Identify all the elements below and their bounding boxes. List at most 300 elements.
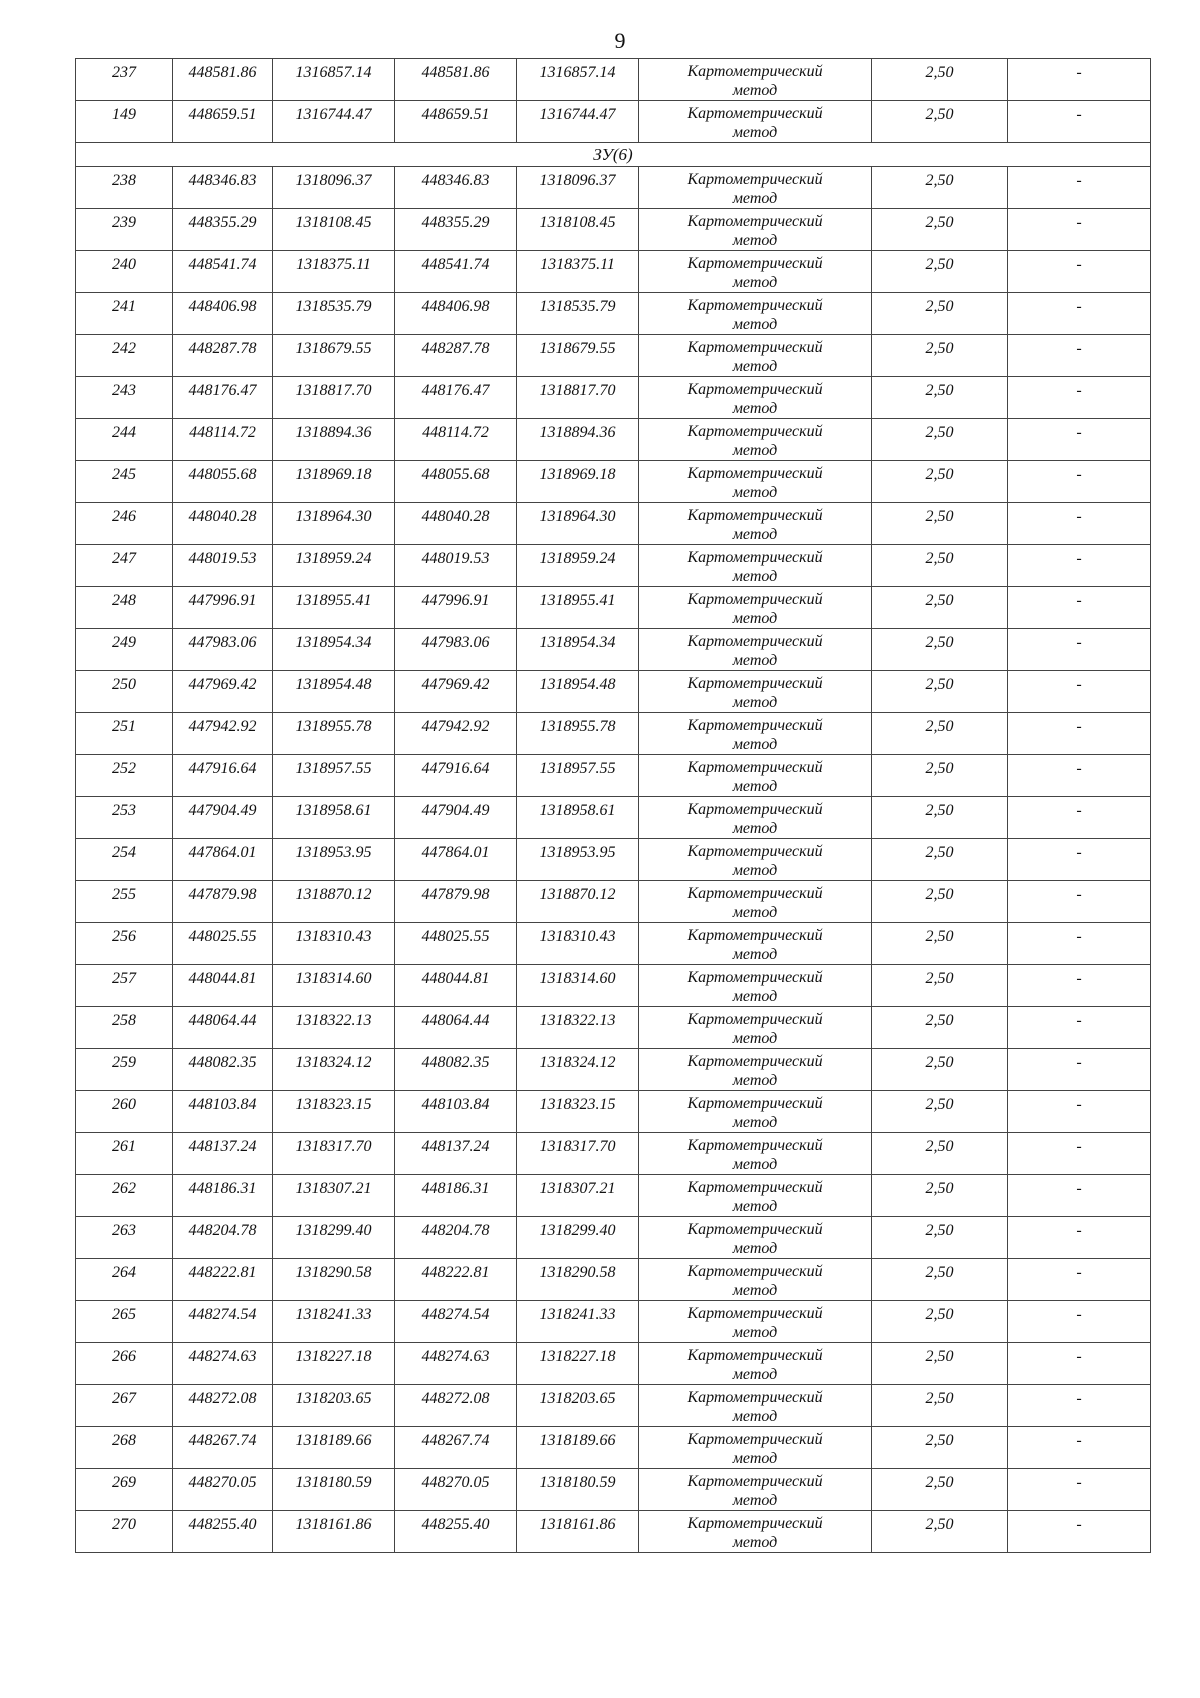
description-cell: - — [1008, 545, 1151, 587]
y-new-cell: 1318161.86 — [517, 1511, 639, 1553]
table-row — [76, 1427, 1151, 1469]
table-row — [76, 881, 1151, 923]
point-number-cell: 242 — [76, 335, 173, 377]
method-cell: Картометрический метод — [639, 1301, 872, 1343]
description-cell: - — [1008, 923, 1151, 965]
x-new-cell: 448064.44 — [395, 1007, 517, 1049]
x-existing-cell: 448222.81 — [173, 1259, 273, 1301]
accuracy-cell: 2,50 — [872, 1427, 1008, 1469]
x-existing-cell: 448272.08 — [173, 1385, 273, 1427]
x-new-cell: 448055.68 — [395, 461, 517, 503]
y-new-cell: 1318954.48 — [517, 671, 639, 713]
accuracy-cell: 2,50 — [872, 923, 1008, 965]
x-existing-cell: 448082.35 — [173, 1049, 273, 1091]
coordinates-table — [75, 58, 1151, 1553]
y-new-cell: 1318954.34 — [517, 629, 639, 671]
x-new-cell: 448103.84 — [395, 1091, 517, 1133]
description-cell: - — [1008, 1175, 1151, 1217]
table-row — [76, 1217, 1151, 1259]
accuracy-cell: 2,50 — [872, 293, 1008, 335]
method-cell: Картометрический метод — [639, 797, 872, 839]
x-new-cell: 448222.81 — [395, 1259, 517, 1301]
y-new-cell: 1318958.61 — [517, 797, 639, 839]
x-existing-cell: 447942.92 — [173, 713, 273, 755]
point-number-cell: 262 — [76, 1175, 173, 1217]
y-existing-cell: 1318959.24 — [273, 545, 395, 587]
point-number-cell: 258 — [76, 1007, 173, 1049]
method-cell: Картометрический метод — [639, 377, 872, 419]
method-cell: Картометрический метод — [639, 293, 872, 335]
y-new-cell: 1318953.95 — [517, 839, 639, 881]
accuracy-cell: 2,50 — [872, 629, 1008, 671]
method-cell: Картометрический метод — [639, 629, 872, 671]
point-number-cell: 266 — [76, 1343, 173, 1385]
y-new-cell: 1318314.60 — [517, 965, 639, 1007]
point-number-cell: 244 — [76, 419, 173, 461]
method-cell: Картометрический метод — [639, 545, 872, 587]
x-new-cell: 448186.31 — [395, 1175, 517, 1217]
y-existing-cell: 1318955.78 — [273, 713, 395, 755]
x-existing-cell: 448287.78 — [173, 335, 273, 377]
description-cell: - — [1008, 1007, 1151, 1049]
y-existing-cell: 1318314.60 — [273, 965, 395, 1007]
y-new-cell: 1318955.41 — [517, 587, 639, 629]
accuracy-cell: 2,50 — [872, 1133, 1008, 1175]
point-number-cell: 270 — [76, 1511, 173, 1553]
accuracy-cell: 2,50 — [872, 1511, 1008, 1553]
description-cell: - — [1008, 377, 1151, 419]
coordinates-table-body — [76, 59, 1151, 1553]
point-number-cell: 238 — [76, 167, 173, 209]
x-existing-cell: 448581.86 — [173, 59, 273, 101]
y-existing-cell: 1318189.66 — [273, 1427, 395, 1469]
accuracy-cell: 2,50 — [872, 1091, 1008, 1133]
x-new-cell: 448287.78 — [395, 335, 517, 377]
accuracy-cell: 2,50 — [872, 839, 1008, 881]
method-cell: Картометрический метод — [639, 1133, 872, 1175]
table-row — [76, 671, 1151, 713]
accuracy-cell: 2,50 — [872, 545, 1008, 587]
description-cell: - — [1008, 335, 1151, 377]
method-cell: Картометрический метод — [639, 59, 872, 101]
method-cell: Картометрический метод — [639, 1259, 872, 1301]
table-row — [76, 167, 1151, 209]
method-cell: Картометрический метод — [639, 1385, 872, 1427]
method-cell: Картометрический метод — [639, 101, 872, 143]
description-cell: - — [1008, 839, 1151, 881]
description-cell: - — [1008, 1427, 1151, 1469]
point-number-cell: 260 — [76, 1091, 173, 1133]
x-new-cell: 448176.47 — [395, 377, 517, 419]
table-row — [76, 1511, 1151, 1553]
y-existing-cell: 1318324.12 — [273, 1049, 395, 1091]
method-cell: Картометрический метод — [639, 335, 872, 377]
x-existing-cell: 448055.68 — [173, 461, 273, 503]
x-existing-cell: 448064.44 — [173, 1007, 273, 1049]
x-existing-cell: 448355.29 — [173, 209, 273, 251]
y-new-cell: 1318323.15 — [517, 1091, 639, 1133]
x-new-cell: 448274.63 — [395, 1343, 517, 1385]
x-new-cell: 447916.64 — [395, 755, 517, 797]
x-existing-cell: 448019.53 — [173, 545, 273, 587]
accuracy-cell: 2,50 — [872, 587, 1008, 629]
point-number-cell: 268 — [76, 1427, 173, 1469]
description-cell: - — [1008, 587, 1151, 629]
y-existing-cell: 1318241.33 — [273, 1301, 395, 1343]
point-number-cell: 255 — [76, 881, 173, 923]
y-new-cell: 1316857.14 — [517, 59, 639, 101]
accuracy-cell: 2,50 — [872, 1175, 1008, 1217]
x-new-cell: 447983.06 — [395, 629, 517, 671]
table-row — [76, 335, 1151, 377]
y-new-cell: 1318241.33 — [517, 1301, 639, 1343]
y-new-cell: 1318964.30 — [517, 503, 639, 545]
description-cell: - — [1008, 965, 1151, 1007]
x-existing-cell: 447916.64 — [173, 755, 273, 797]
point-number-cell: 251 — [76, 713, 173, 755]
y-existing-cell: 1318817.70 — [273, 377, 395, 419]
y-new-cell: 1318310.43 — [517, 923, 639, 965]
description-cell: - — [1008, 1511, 1151, 1553]
x-existing-cell: 448267.74 — [173, 1427, 273, 1469]
x-new-cell: 448346.83 — [395, 167, 517, 209]
y-existing-cell: 1318307.21 — [273, 1175, 395, 1217]
accuracy-cell: 2,50 — [872, 101, 1008, 143]
point-number-cell: 237 — [76, 59, 173, 101]
method-cell: Картометрический метод — [639, 1469, 872, 1511]
point-number-cell: 241 — [76, 293, 173, 335]
y-existing-cell: 1318894.36 — [273, 419, 395, 461]
x-new-cell: 448255.40 — [395, 1511, 517, 1553]
accuracy-cell: 2,50 — [872, 881, 1008, 923]
x-new-cell: 447996.91 — [395, 587, 517, 629]
section-heading: ЗУ(6) — [76, 143, 1151, 167]
x-new-cell: 447879.98 — [395, 881, 517, 923]
x-existing-cell: 448274.63 — [173, 1343, 273, 1385]
y-existing-cell: 1318955.41 — [273, 587, 395, 629]
x-new-cell: 448082.35 — [395, 1049, 517, 1091]
y-new-cell: 1318322.13 — [517, 1007, 639, 1049]
y-existing-cell: 1316744.47 — [273, 101, 395, 143]
accuracy-cell: 2,50 — [872, 671, 1008, 713]
description-cell: - — [1008, 1049, 1151, 1091]
accuracy-cell: 2,50 — [872, 59, 1008, 101]
y-new-cell: 1318324.12 — [517, 1049, 639, 1091]
y-existing-cell: 1318322.13 — [273, 1007, 395, 1049]
accuracy-cell: 2,50 — [872, 1049, 1008, 1091]
y-new-cell: 1318096.37 — [517, 167, 639, 209]
accuracy-cell: 2,50 — [872, 1385, 1008, 1427]
table-row — [76, 59, 1151, 101]
accuracy-cell: 2,50 — [872, 755, 1008, 797]
table-row — [76, 629, 1151, 671]
table-row — [76, 1259, 1151, 1301]
section-heading-row — [76, 143, 1151, 167]
method-cell: Картометрический метод — [639, 167, 872, 209]
y-existing-cell: 1318310.43 — [273, 923, 395, 965]
method-cell: Картометрический метод — [639, 1217, 872, 1259]
accuracy-cell: 2,50 — [872, 335, 1008, 377]
table-row — [76, 377, 1151, 419]
y-new-cell: 1318227.18 — [517, 1343, 639, 1385]
x-existing-cell: 448659.51 — [173, 101, 273, 143]
table-row — [76, 755, 1151, 797]
method-cell: Картометрический метод — [639, 503, 872, 545]
x-existing-cell: 448103.84 — [173, 1091, 273, 1133]
y-existing-cell: 1318323.15 — [273, 1091, 395, 1133]
table-row — [76, 461, 1151, 503]
x-existing-cell: 448270.05 — [173, 1469, 273, 1511]
method-cell: Картометрический метод — [639, 755, 872, 797]
y-existing-cell: 1318535.79 — [273, 293, 395, 335]
table-row — [76, 251, 1151, 293]
description-cell: - — [1008, 1343, 1151, 1385]
accuracy-cell: 2,50 — [872, 419, 1008, 461]
x-new-cell: 448274.54 — [395, 1301, 517, 1343]
x-existing-cell: 447879.98 — [173, 881, 273, 923]
description-cell: - — [1008, 1133, 1151, 1175]
method-cell: Картометрический метод — [639, 251, 872, 293]
description-cell: - — [1008, 419, 1151, 461]
point-number-cell: 265 — [76, 1301, 173, 1343]
x-existing-cell: 448114.72 — [173, 419, 273, 461]
y-existing-cell: 1318290.58 — [273, 1259, 395, 1301]
method-cell: Картометрический метод — [639, 209, 872, 251]
x-existing-cell: 447904.49 — [173, 797, 273, 839]
point-number-cell: 261 — [76, 1133, 173, 1175]
x-existing-cell: 447996.91 — [173, 587, 273, 629]
x-new-cell: 448114.72 — [395, 419, 517, 461]
method-cell: Картометрический метод — [639, 671, 872, 713]
y-new-cell: 1318817.70 — [517, 377, 639, 419]
point-number-cell: 257 — [76, 965, 173, 1007]
x-new-cell: 448355.29 — [395, 209, 517, 251]
method-cell: Картометрический метод — [639, 461, 872, 503]
description-cell: - — [1008, 461, 1151, 503]
y-existing-cell: 1318954.48 — [273, 671, 395, 713]
y-new-cell: 1318189.66 — [517, 1427, 639, 1469]
accuracy-cell: 2,50 — [872, 377, 1008, 419]
y-existing-cell: 1318870.12 — [273, 881, 395, 923]
x-new-cell: 448019.53 — [395, 545, 517, 587]
y-new-cell: 1318894.36 — [517, 419, 639, 461]
table-row — [76, 965, 1151, 1007]
x-new-cell: 447969.42 — [395, 671, 517, 713]
description-cell: - — [1008, 503, 1151, 545]
description-cell: - — [1008, 1469, 1151, 1511]
x-existing-cell: 448176.47 — [173, 377, 273, 419]
y-new-cell: 1318535.79 — [517, 293, 639, 335]
table-row — [76, 1343, 1151, 1385]
x-new-cell: 448541.74 — [395, 251, 517, 293]
x-existing-cell: 448204.78 — [173, 1217, 273, 1259]
point-number-cell: 246 — [76, 503, 173, 545]
x-existing-cell: 448137.24 — [173, 1133, 273, 1175]
table-row — [76, 713, 1151, 755]
description-cell: - — [1008, 671, 1151, 713]
description-cell: - — [1008, 209, 1151, 251]
description-cell: - — [1008, 1259, 1151, 1301]
table-row — [76, 587, 1151, 629]
x-new-cell: 448581.86 — [395, 59, 517, 101]
point-number-cell: 240 — [76, 251, 173, 293]
x-new-cell: 448406.98 — [395, 293, 517, 335]
point-number-cell: 254 — [76, 839, 173, 881]
y-existing-cell: 1318375.11 — [273, 251, 395, 293]
point-number-cell: 264 — [76, 1259, 173, 1301]
y-new-cell: 1318108.45 — [517, 209, 639, 251]
method-cell: Картометрический метод — [639, 1343, 872, 1385]
x-new-cell: 448270.05 — [395, 1469, 517, 1511]
y-existing-cell: 1318317.70 — [273, 1133, 395, 1175]
x-existing-cell: 448346.83 — [173, 167, 273, 209]
method-cell: Картометрический метод — [639, 1091, 872, 1133]
accuracy-cell: 2,50 — [872, 461, 1008, 503]
method-cell: Картометрический метод — [639, 419, 872, 461]
y-new-cell: 1318870.12 — [517, 881, 639, 923]
accuracy-cell: 2,50 — [872, 251, 1008, 293]
point-number-cell: 256 — [76, 923, 173, 965]
accuracy-cell: 2,50 — [872, 1301, 1008, 1343]
x-existing-cell: 447864.01 — [173, 839, 273, 881]
x-existing-cell: 448406.98 — [173, 293, 273, 335]
table-row — [76, 1007, 1151, 1049]
x-new-cell: 448137.24 — [395, 1133, 517, 1175]
method-cell: Картометрический метод — [639, 1049, 872, 1091]
accuracy-cell: 2,50 — [872, 1469, 1008, 1511]
description-cell: - — [1008, 881, 1151, 923]
table-row — [76, 1133, 1151, 1175]
point-number-cell: 263 — [76, 1217, 173, 1259]
table-row — [76, 797, 1151, 839]
method-cell: Картометрический метод — [639, 1427, 872, 1469]
table-row — [76, 1469, 1151, 1511]
description-cell: - — [1008, 293, 1151, 335]
y-new-cell: 1318959.24 — [517, 545, 639, 587]
x-new-cell: 448204.78 — [395, 1217, 517, 1259]
y-existing-cell: 1318969.18 — [273, 461, 395, 503]
y-new-cell: 1318375.11 — [517, 251, 639, 293]
description-cell: - — [1008, 755, 1151, 797]
description-cell: - — [1008, 1217, 1151, 1259]
point-number-cell: 269 — [76, 1469, 173, 1511]
accuracy-cell: 2,50 — [872, 503, 1008, 545]
method-cell: Картометрический метод — [639, 1175, 872, 1217]
y-existing-cell: 1316857.14 — [273, 59, 395, 101]
description-cell: - — [1008, 629, 1151, 671]
y-existing-cell: 1318299.40 — [273, 1217, 395, 1259]
y-new-cell: 1316744.47 — [517, 101, 639, 143]
table-row — [76, 1301, 1151, 1343]
point-number-cell: 243 — [76, 377, 173, 419]
table-row — [76, 545, 1151, 587]
x-new-cell: 448272.08 — [395, 1385, 517, 1427]
y-new-cell: 1318299.40 — [517, 1217, 639, 1259]
y-new-cell: 1318203.65 — [517, 1385, 639, 1427]
x-existing-cell: 448040.28 — [173, 503, 273, 545]
x-existing-cell: 448255.40 — [173, 1511, 273, 1553]
y-new-cell: 1318957.55 — [517, 755, 639, 797]
y-new-cell: 1318969.18 — [517, 461, 639, 503]
point-number-cell: 245 — [76, 461, 173, 503]
accuracy-cell: 2,50 — [872, 1259, 1008, 1301]
accuracy-cell: 2,50 — [872, 1343, 1008, 1385]
y-new-cell: 1318307.21 — [517, 1175, 639, 1217]
y-existing-cell: 1318203.65 — [273, 1385, 395, 1427]
table-row — [76, 839, 1151, 881]
y-new-cell: 1318679.55 — [517, 335, 639, 377]
y-existing-cell: 1318096.37 — [273, 167, 395, 209]
table-row — [76, 503, 1151, 545]
point-number-cell: 149 — [76, 101, 173, 143]
y-existing-cell: 1318958.61 — [273, 797, 395, 839]
description-cell: - — [1008, 713, 1151, 755]
method-cell: Картометрический метод — [639, 881, 872, 923]
y-new-cell: 1318955.78 — [517, 713, 639, 755]
method-cell: Картометрический метод — [639, 587, 872, 629]
x-new-cell: 447942.92 — [395, 713, 517, 755]
y-new-cell: 1318317.70 — [517, 1133, 639, 1175]
description-cell: - — [1008, 1385, 1151, 1427]
page-number: 9 — [614, 28, 626, 53]
y-new-cell: 1318290.58 — [517, 1259, 639, 1301]
x-existing-cell: 448541.74 — [173, 251, 273, 293]
x-existing-cell: 448025.55 — [173, 923, 273, 965]
method-cell: Картометрический метод — [639, 1511, 872, 1553]
y-existing-cell: 1318180.59 — [273, 1469, 395, 1511]
x-existing-cell: 447983.06 — [173, 629, 273, 671]
description-cell: - — [1008, 797, 1151, 839]
point-number-cell: 252 — [76, 755, 173, 797]
point-number-cell: 259 — [76, 1049, 173, 1091]
accuracy-cell: 2,50 — [872, 965, 1008, 1007]
y-existing-cell: 1318227.18 — [273, 1343, 395, 1385]
description-cell: - — [1008, 251, 1151, 293]
point-number-cell: 250 — [76, 671, 173, 713]
method-cell: Картометрический метод — [639, 713, 872, 755]
point-number-cell: 247 — [76, 545, 173, 587]
accuracy-cell: 2,50 — [872, 713, 1008, 755]
table-row — [76, 419, 1151, 461]
point-number-cell: 249 — [76, 629, 173, 671]
description-cell: - — [1008, 1091, 1151, 1133]
method-cell: Картометрический метод — [639, 839, 872, 881]
x-new-cell: 448659.51 — [395, 101, 517, 143]
table-row — [76, 293, 1151, 335]
y-existing-cell: 1318953.95 — [273, 839, 395, 881]
x-new-cell: 448267.74 — [395, 1427, 517, 1469]
description-cell: - — [1008, 167, 1151, 209]
table-row — [76, 101, 1151, 143]
x-existing-cell: 448044.81 — [173, 965, 273, 1007]
x-new-cell: 447904.49 — [395, 797, 517, 839]
x-existing-cell: 448274.54 — [173, 1301, 273, 1343]
table-row — [76, 209, 1151, 251]
accuracy-cell: 2,50 — [872, 797, 1008, 839]
x-new-cell: 448040.28 — [395, 503, 517, 545]
description-cell: - — [1008, 101, 1151, 143]
y-existing-cell: 1318954.34 — [273, 629, 395, 671]
x-new-cell: 448044.81 — [395, 965, 517, 1007]
accuracy-cell: 2,50 — [872, 1217, 1008, 1259]
table-row — [76, 1091, 1151, 1133]
point-number-cell: 253 — [76, 797, 173, 839]
x-existing-cell: 447969.42 — [173, 671, 273, 713]
y-existing-cell: 1318108.45 — [273, 209, 395, 251]
description-cell: - — [1008, 1301, 1151, 1343]
point-number-cell: 239 — [76, 209, 173, 251]
method-cell: Картометрический метод — [639, 923, 872, 965]
